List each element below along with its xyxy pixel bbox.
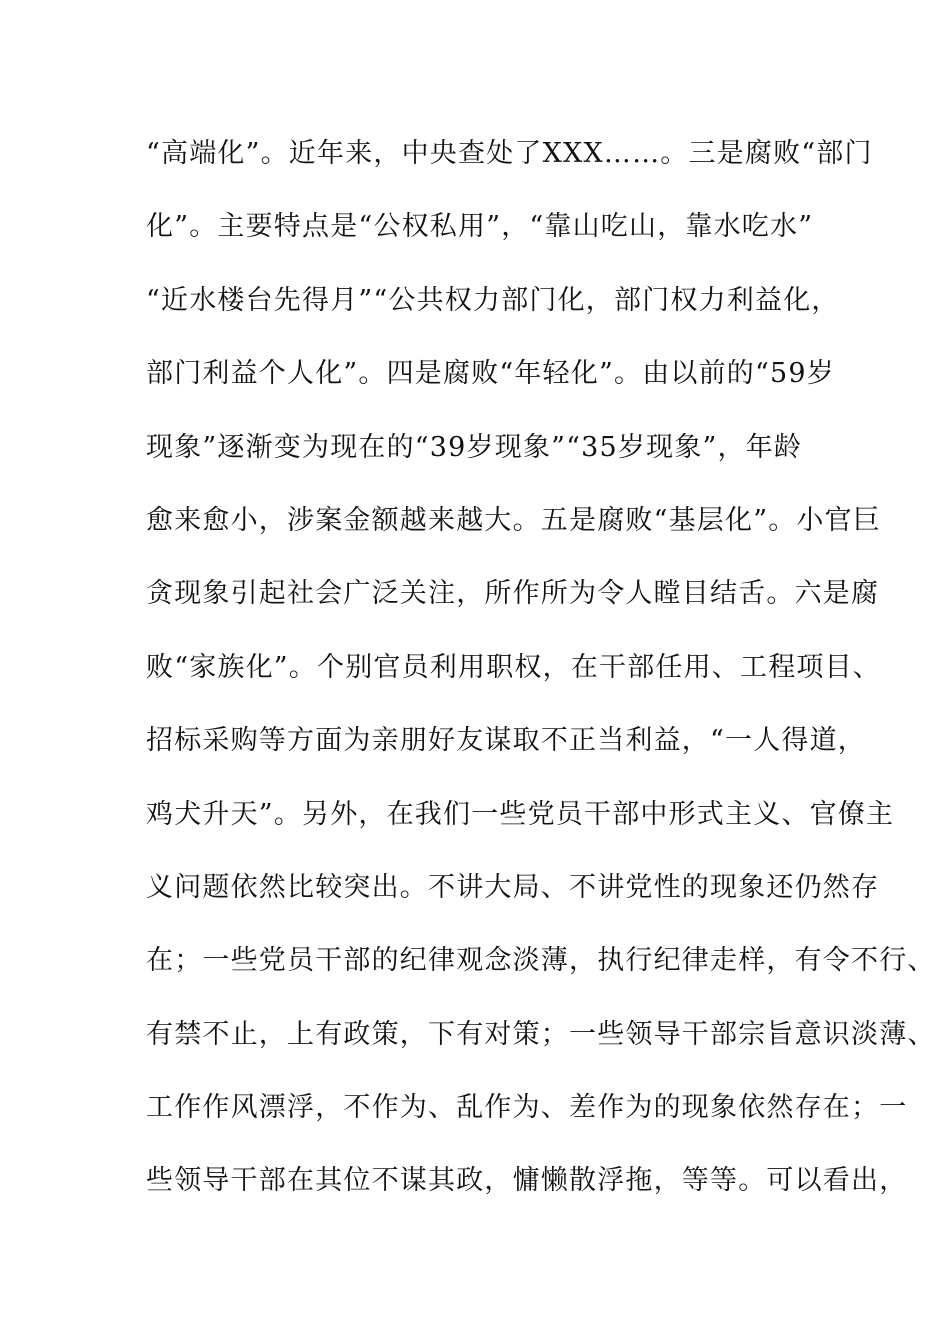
text-line: 有禁不止，上有政策，下有对策；一些领导干部宗旨意识淡薄、 [146,1018,936,1050]
text-line: “高端化”。近年来，中央查处了XXX……。三是腐败“部门 [146,138,873,169]
text-line: 现象”逐渐变为现在的“39岁现象”“35岁现象”，年龄 [146,431,803,463]
text-line: 部门利益个人化”。四是腐败“年轻化”。由以前的“59岁 [146,358,835,390]
text-line: 鸡犬升天”。另外，在我们一些党员干部中形式主义、官僚主 [146,798,895,830]
text-line: 化”。主要特点是“公权私用”，“靠山吃山，靠水吃水” [146,211,814,243]
text-line: 工作作风漂浮，不作为、乱作为、差作为的现象依然存在；一 [146,1092,908,1124]
text-line: 愈来愈小，涉案金额越来越大。五是腐败“基层化”。小官巨 [146,504,882,536]
body-text [146,131,936,1232]
text-line: 贪现象引起社会广泛关注，所作所为令人瞠目结舌。六是腐 [146,578,880,610]
text-line: 在；一些党员干部的纪律观念淡薄，执行纪律走样，有令不行、 [146,945,936,977]
text-line: 招标采购等方面为亲朋好友谋取不正当利益，“一人得道， [146,725,867,757]
text-line: 败“家族化”。个别官员利用职权，在干部任用、工程项目、 [146,651,882,683]
text-line: 义问题依然比较突出。不讲大局、不讲党性的现象还仍然存 [146,871,880,903]
text-line: 些领导干部在其位不谋其政，慵懒散浮拖，等等。可以看出， [146,1165,908,1197]
text-line: “近水楼台先得月”“公共权力部门化，部门权力利益化， [146,284,840,316]
